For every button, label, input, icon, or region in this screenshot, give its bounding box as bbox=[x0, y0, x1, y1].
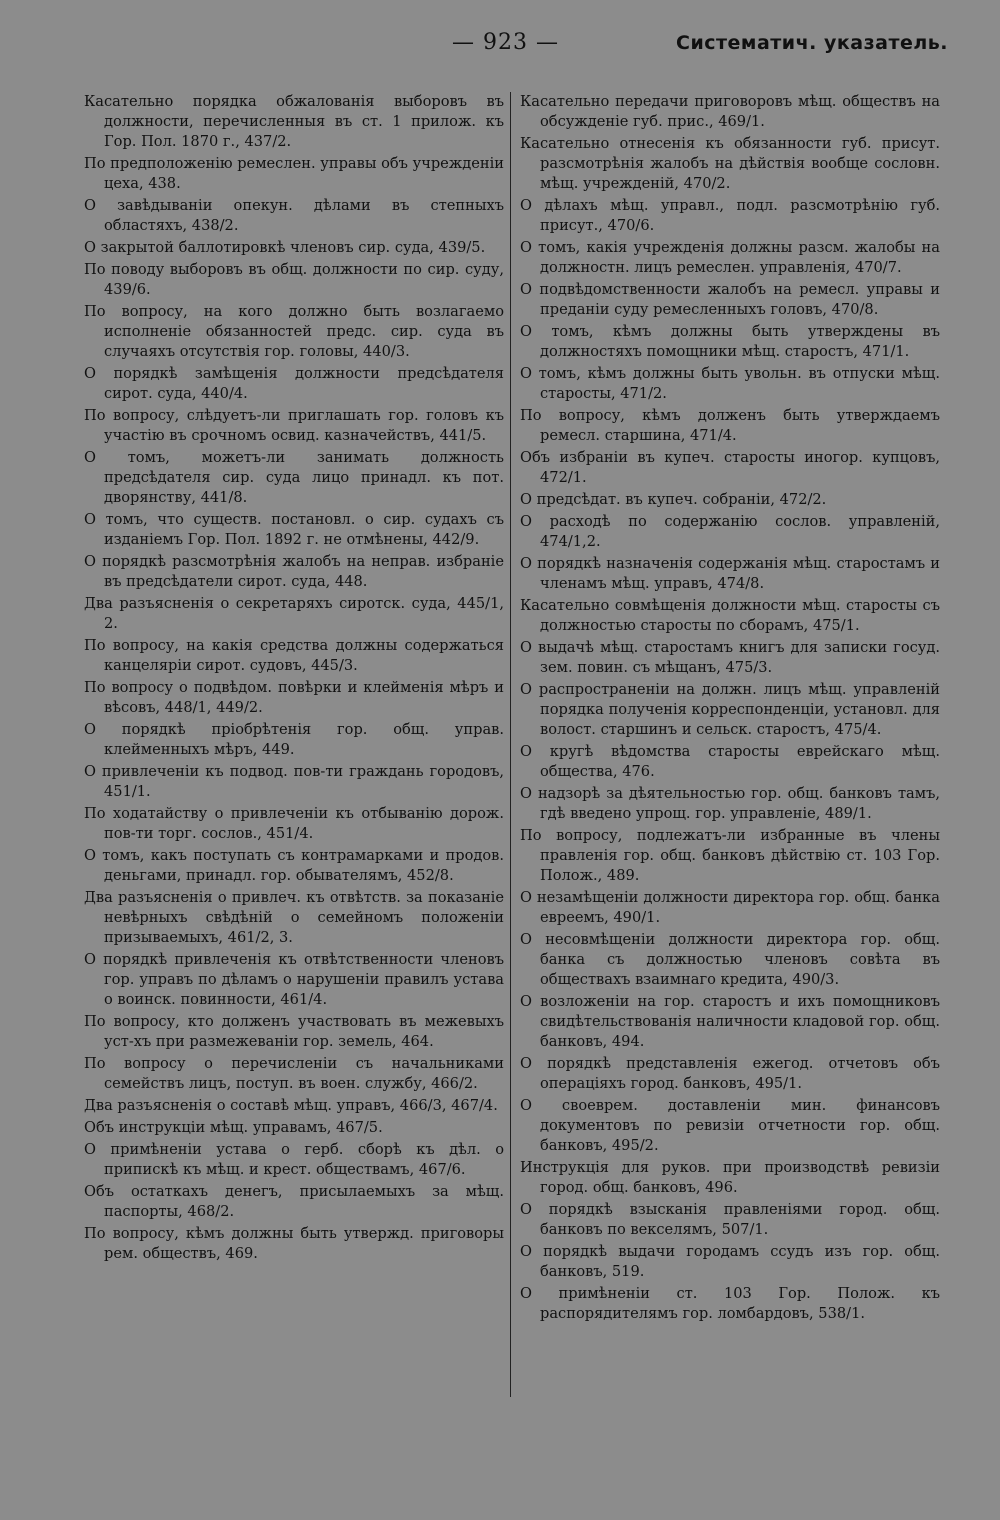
index-entry: По поводу выборовъ въ общ. должности по сир. суду, 439/6. bbox=[84, 261, 504, 298]
index-entry: По вопросу о перечисленіи съ начальниками семействъ лицъ, поступ. въ воен. службу, 466/2. bbox=[84, 1055, 504, 1092]
index-entry: О завѣдываніи опекун. дѣлами въ степныхъ областяхъ, 438/2. bbox=[84, 197, 504, 234]
index-entry: О томъ, можетъ-ли занимать должность предсѣдателя сир. суда лицо принадл. къ пот. дворянству, 441/8. bbox=[84, 449, 504, 506]
index-entry: О томъ, кѣмъ должны быть утверждены въ должностяхъ помощники мѣщ. старостъ, 471/1. bbox=[520, 323, 940, 360]
index-entry: О порядкѣ привлеченія къ отвѣтственности членовъ гор. управъ по дѣламъ о нарушеніи правилъ устава о воинск. повинности, 461/4. bbox=[84, 951, 504, 1008]
index-entry: Объ инструкціи мѣщ. управамъ, 467/5. bbox=[84, 1119, 383, 1136]
index-entry: О незамѣщеніи должности директора гор. общ. банка евреемъ, 490/1. bbox=[520, 889, 940, 926]
index-entry: О надзорѣ за дѣятельностью гор. общ. банковъ тамъ, гдѣ введено упрощ. гор. управленіе, 489/1. bbox=[520, 785, 940, 822]
index-entry: О своеврем. доставленіи мин. финансовъ документовъ по ревизіи отчетности гор. общ. банковъ, 495/2. bbox=[520, 1097, 940, 1154]
index-entry: По вопросу о подвѣдом. повѣрки и клейменія мѣръ и вѣсовъ, 448/1, 449/2. bbox=[84, 679, 504, 716]
index-entry: О порядкѣ выдачи городамъ ссудъ изъ гор. общ. банковъ, 519. bbox=[520, 1243, 940, 1280]
column-divider bbox=[510, 92, 511, 1397]
index-entry: По вопросу, на кого должно быть возлагаемо исполненіе обязанностей предс. сир. суда въ случаяхъ отсутствія гор. головы, 440/3. bbox=[84, 303, 504, 360]
index-entry: О порядкѣ замѣщенія должности предсѣдателя сирот. суда, 440/4. bbox=[84, 365, 504, 402]
left-column bbox=[84, 92, 504, 1266]
index-entry: Два разъясненія о составѣ мѣщ. управъ, 466/3, 467/4. bbox=[84, 1097, 498, 1114]
index-entry: О порядкѣ назначенія содержанія мѣщ. старостамъ и членамъ мѣщ. управъ, 474/8. bbox=[520, 555, 940, 592]
index-entry: Касательно совмѣщенія должности мѣщ. старосты съ должностью старосты по сборамъ, 475/1. bbox=[520, 597, 940, 634]
index-entry: О привлеченіи къ подвод. пов-ти граждань городовъ, 451/1. bbox=[84, 763, 504, 800]
index-entry: По вопросу, на какія средства должны содержаться канцеляріи сирот. судовъ, 445/3. bbox=[84, 637, 504, 674]
index-entry: О распространеніи на должн. лицъ мѣщ. управленій порядка полученія корреспонденціи, установл. для волост. старшинъ и сельск. старостъ, 475/4. bbox=[520, 681, 940, 738]
index-entry: Касательно передачи приговоровъ мѣщ. обществъ на обсужденіе губ. прис., 469/1. bbox=[520, 93, 940, 130]
index-entry: Инструкція для руков. при производствѣ ревизіи город. общ. банковъ, 496. bbox=[520, 1159, 940, 1196]
index-entry: По предположенію ремеслен. управы объ учрежденіи цеха, 438. bbox=[84, 155, 504, 192]
index-entry: Два разъясненія о секретаряхъ сиротск. суда, 445/1, 2. bbox=[84, 595, 504, 632]
index-entry: О порядкѣ представленія ежегод. отчетовъ объ операціяхъ город. банковъ, 495/1. bbox=[520, 1055, 940, 1092]
index-entry: О закрытой баллотировкѣ членовъ сир. суда, 439/5. bbox=[84, 239, 486, 256]
index-entry: О томъ, кѣмъ должны быть увольн. въ отпуски мѣщ. старосты, 471/2. bbox=[520, 365, 940, 402]
index-entry: О порядкѣ пріобрѣтенія гор. общ. управ. клейменныхъ мѣръ, 449. bbox=[84, 721, 504, 758]
index-entry: О томъ, какъ поступать съ контрамарками и продов. деньгами, принадл. гор. обывателямъ, 452/8. bbox=[84, 847, 504, 884]
index-entry: Касательно порядка обжалованія выборовъ въ должности, перечисленныя въ ст. 1 прилож. къ Гор. Пол. 1870 г., 437/2. bbox=[84, 93, 504, 150]
page-header bbox=[0, 30, 1000, 64]
index-entry: О несовмѣщеніи должности директора гор. общ. банка съ должностью членовъ совѣта въ обществахъ взаимнаго кредита, 490/3. bbox=[520, 931, 940, 988]
index-entry: По вопросу, кѣмъ должны быть утвержд. приговоры рем. обществъ, 469. bbox=[84, 1225, 504, 1262]
page-number: — 923 — bbox=[452, 30, 559, 55]
index-entry: По вопросу, кто долженъ участвовать въ межевыхъ уст-хъ при размежеваніи гор. земель, 464. bbox=[84, 1013, 504, 1050]
index-entry: По вопросу, подлежатъ-ли избранные въ члены правленія гор. общ. банковъ дѣйствію ст. 103 Гор. Полож., 489. bbox=[520, 827, 940, 884]
index-entry: О примѣненіи ст. 103 Гор. Полож. къ распорядителямъ гор. ломбардовъ, 538/1. bbox=[520, 1285, 940, 1322]
index-entry: По ходатайству о привлеченіи къ отбыванію дорож. пов-ти торг. сослов., 451/4. bbox=[84, 805, 504, 842]
index-entry: О дѣлахъ мѣщ. управл., подл. разсмотрѣнію губ. присут., 470/6. bbox=[520, 197, 940, 234]
index-entry: О томъ, что существ. постановл. о сир. судахъ съ изданіемъ Гор. Пол. 1892 г. не отмѣнены, 442/9. bbox=[84, 511, 504, 548]
index-entry: По вопросу, слѣдуетъ-ли приглашать гор. головъ къ участію въ срочномъ освид. казначействъ, 441/5. bbox=[84, 407, 504, 444]
index-entry: О порядкѣ разсмотрѣнія жалобъ на неправ. избраніе въ предсѣдатели сирот. суда, 448. bbox=[84, 553, 504, 590]
index-entry: О подвѣдомственности жалобъ на ремесл. управы и преданіи суду ремесленныхъ головъ, 470/8. bbox=[520, 281, 940, 318]
index-entry: О выдачѣ мѣщ. старостамъ книгъ для записки госуд. зем. повин. съ мѣщанъ, 475/3. bbox=[520, 639, 940, 676]
index-entry: Два разъясненія о привлеч. къ отвѣтств. за показаніе невѣрныхъ свѣдѣній о семейномъ положеніи призываемыхъ, 461/2, 3. bbox=[84, 889, 504, 946]
index-entry: О возложеніи на гор. старостъ и ихъ помощниковъ свидѣтельствованія наличности кладовой гор. общ. банковъ, 494. bbox=[520, 993, 940, 1050]
index-entry: Касательно отнесенія къ обязанности губ. присут. разсмотрѣнія жалобъ на дѣйствія вообще сословн. мѣщ. учрежденій, 470/2. bbox=[520, 135, 940, 192]
index-entry: О кругѣ вѣдомства старосты еврейскаго мѣщ. общества, 476. bbox=[520, 743, 940, 780]
right-column bbox=[520, 92, 940, 1326]
index-entry: О порядкѣ взысканія правленіями город. общ. банковъ по векселямъ, 507/1. bbox=[520, 1201, 940, 1238]
index-entry: Объ остаткахъ денегъ, присылаемыхъ за мѣщ. паспорты, 468/2. bbox=[84, 1183, 504, 1220]
index-entry: О предсѣдат. въ купеч. собраніи, 472/2. bbox=[520, 491, 827, 508]
running-title: Систематич. указатель. bbox=[676, 32, 948, 54]
index-entry: Объ избраніи въ купеч. старосты иногор. купцовъ, 472/1. bbox=[520, 449, 940, 486]
index-entry: По вопросу, кѣмъ долженъ быть утверждаемъ ремесл. старшина, 471/4. bbox=[520, 407, 940, 444]
index-entry: О томъ, какія учрежденія должны разсм. жалобы на должностн. лицъ ремеслен. управленія, 470/7. bbox=[520, 239, 940, 276]
index-entry: О примѣненіи устава о герб. сборѣ къ дѣл. о припискѣ къ мѣщ. и крест. обществамъ, 467/6. bbox=[84, 1141, 504, 1178]
index-entry: О расходѣ по содержанію сослов. управленій, 474/1,2. bbox=[520, 513, 940, 550]
